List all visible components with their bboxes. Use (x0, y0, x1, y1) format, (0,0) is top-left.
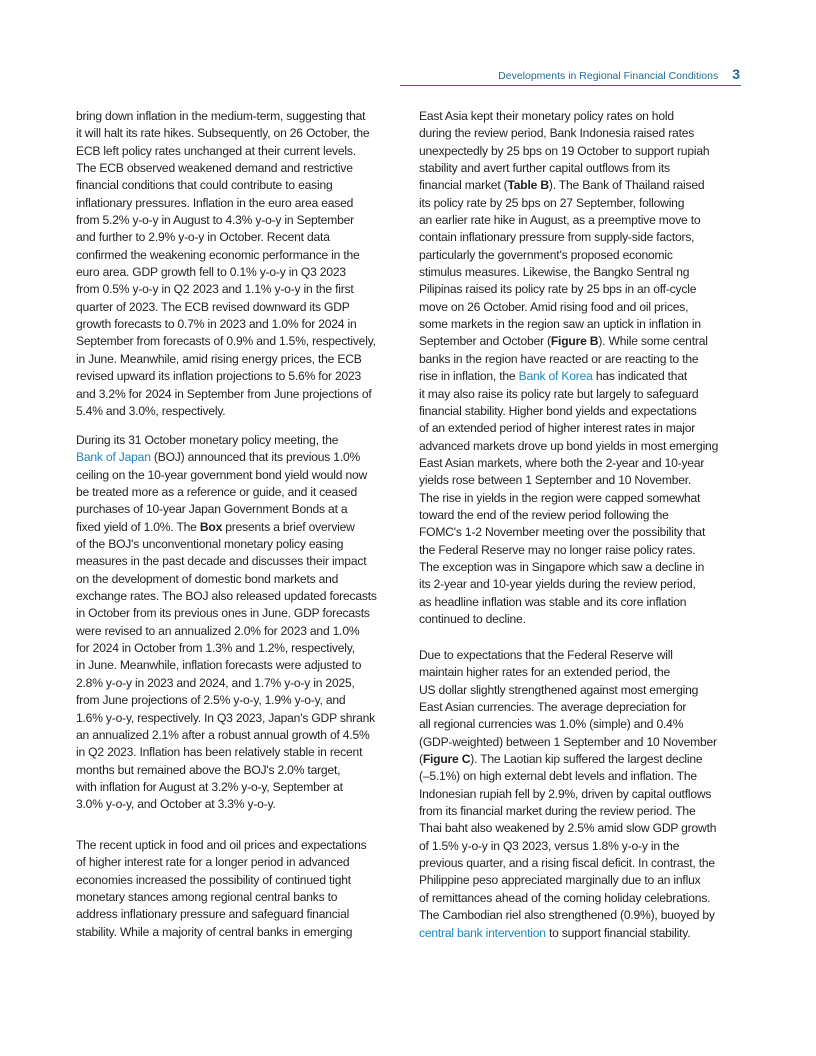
text-line (419, 838, 717, 855)
text-run: ). While some central (598, 334, 708, 349)
text-line (419, 438, 718, 455)
text-run: of higher interest rate for a longer period in advanced (76, 855, 350, 870)
text-run: Thai baht also weakened by 2.5% amid slow GDP growth (419, 821, 717, 836)
text-line (419, 734, 717, 751)
text-run: yields rose between 1 September and 10 November. (419, 473, 692, 488)
text-line (76, 605, 377, 622)
text-line (76, 854, 366, 871)
text-run: ). The Laotian kip suffered the largest decline (470, 752, 703, 767)
text-line (419, 490, 718, 507)
text-run: quarter of 2023. The ECB revised downward its GDP (76, 299, 350, 314)
text-line (419, 281, 718, 298)
text-run: it may also raise its policy rate but largely to safeguard (419, 386, 699, 401)
text-run: of an extended period of higher interest rates in major (419, 421, 696, 436)
text-run: September from forecasts of 0.9% and 1.5%, respectively, (76, 334, 376, 349)
text-line (419, 682, 717, 699)
text-run: (BOJ) announced that its previous 1.0% (150, 450, 361, 465)
text-line (76, 889, 366, 906)
text-run: move on 26 October. Amid rising food and oil prices, (419, 299, 689, 314)
text-line (76, 160, 376, 177)
text-line (419, 507, 718, 524)
text-line (76, 281, 376, 298)
text-line (419, 872, 717, 889)
text-line (419, 229, 718, 246)
text-run: from 5.2% y-o-y in August to 4.3% y-o-y in September (76, 213, 354, 228)
paragraph-regional-policy (419, 108, 718, 628)
text-line (76, 837, 366, 854)
text-run: as headline inflation was stable and its core inflation (419, 594, 687, 609)
text-line (76, 501, 377, 518)
text-line (419, 125, 718, 142)
text-line (76, 553, 377, 570)
text-line (76, 727, 377, 744)
text-run: Philippine peso appreciated marginally due to an influx (419, 873, 701, 888)
text-line (419, 768, 717, 785)
text-run: some markets in the region saw an uptick in inflation in (419, 317, 701, 332)
text-run: ECB left policy rates unchanged at their current levels. (76, 143, 356, 158)
text-run: growth forecasts to 0.7% in 2023 and 1.0% for 2024 in (76, 317, 357, 332)
text-run: in June. Meanwhile, inflation forecasts were adjusted to (76, 658, 362, 673)
hyperlink[interactable]: Bank of Japan (76, 450, 151, 465)
text-run: rise in inflation, the (419, 369, 519, 384)
text-line (419, 594, 718, 611)
text-line (419, 611, 718, 628)
text-run: (GDP-weighted) between 1 September and 10 November (419, 734, 717, 749)
text-run: measures in the past decade and discusses their impact (76, 554, 367, 569)
paragraph-boj (76, 432, 377, 814)
text-run: Indonesian rupiah fell by 2.9%, driven by capital outflows (419, 786, 712, 801)
text-line (76, 906, 366, 923)
text-line (76, 368, 376, 385)
text-run: East Asian currencies. The average depreciation for (419, 700, 687, 715)
text-run: exchange rates. The BOJ also released updated forecasts (76, 589, 377, 604)
text-line (76, 872, 366, 889)
text-run: revised upward its inflation projections to 5.6% for 2023 (76, 369, 362, 384)
text-run: to support financial stability. (545, 925, 691, 940)
text-line (76, 588, 377, 605)
text-run: in Q2 2023. Inflation has been relatively stable in recent (76, 745, 363, 760)
page-number: 3 (732, 66, 740, 82)
text-line (76, 125, 376, 142)
text-run: it will halt its rate hikes. Subsequently, on 26 October, the (76, 126, 370, 141)
text-line (419, 524, 718, 541)
text-run: ceiling on the 10-year government bond yield would now (76, 467, 368, 482)
text-run: maintain higher rates for an extended period, the (419, 665, 671, 680)
text-line (419, 820, 717, 837)
text-line (76, 108, 376, 125)
text-line (76, 143, 376, 160)
text-run: fixed yield of 1.0%. The (76, 519, 200, 534)
text-run: and further to 2.9% y-o-y in October. Recent data (76, 230, 330, 245)
text-run: ( (419, 752, 423, 767)
text-line (76, 536, 377, 553)
text-run: its policy rate by 25 bps on 27 September, following (419, 195, 685, 210)
text-run: the Federal Reserve may no longer raise policy rates. (419, 542, 696, 557)
text-run: Pilipinas raised its policy rate by 25 bps in an off-cycle (419, 282, 697, 297)
text-run: euro area. GDP growth fell to 0.1% y-o-y in Q3 2023 (76, 265, 346, 280)
bold-reference: Box (199, 519, 223, 534)
hyperlink[interactable]: central bank intervention (419, 925, 546, 940)
text-run: of the BOJ's unconventional monetary policy easing (76, 537, 344, 552)
text-run: financial stability. Higher bond yields and expectations (419, 403, 697, 418)
text-line (76, 623, 377, 640)
text-run: During its 31 October monetary policy meeting, the (76, 433, 339, 447)
text-line (76, 316, 376, 333)
text-run: and 3.2% for 2024 in September from June projections of (76, 386, 372, 401)
text-line (76, 449, 377, 466)
text-line (76, 333, 376, 350)
running-header (498, 66, 740, 82)
text-run: Due to expectations that the Federal Reserve will (419, 648, 673, 662)
text-run: banks in the region have reacted or are reacting to the (419, 351, 699, 366)
text-line (76, 432, 377, 449)
text-line (419, 751, 717, 768)
text-run: an earlier rate hike in August, as a preemptive move to (419, 213, 701, 228)
text-run: (–5.1%) on high external debt levels and inflation. The (419, 769, 697, 784)
text-line (419, 403, 718, 420)
text-line (76, 796, 377, 813)
text-line (419, 386, 718, 403)
text-run: ). The Bank of Thailand raised (548, 178, 705, 193)
text-run: months but remained above the BOJ's 2.0% target, (76, 762, 341, 777)
text-run: of 1.5% y-o-y in Q3 2023, versus 1.8% y-o-y in the (419, 838, 680, 853)
text-line (419, 455, 718, 472)
paragraph-ecb (76, 108, 376, 420)
paragraph-currencies (419, 647, 717, 942)
paragraph-regional-intro (76, 837, 366, 941)
text-line (419, 195, 718, 212)
text-line (419, 299, 718, 316)
text-line (76, 710, 377, 727)
text-line (76, 247, 376, 264)
text-line (76, 484, 377, 501)
text-line (76, 675, 377, 692)
text-line (419, 177, 718, 194)
text-line (419, 316, 718, 333)
text-run: from 0.5% y-o-y in Q2 2023 and 1.1% y-o-y in the first (76, 282, 354, 297)
text-run: US dollar slightly strengthened against most emerging (419, 682, 699, 697)
text-run: address inflationary pressure and safeguard financial (76, 907, 350, 922)
bold-reference: Table B (507, 178, 549, 193)
text-run: stimulus measures. Likewise, the Bangko Sentral ng (419, 265, 690, 280)
text-line (419, 264, 718, 281)
text-run: be treated more as a reference or guide, and it ceased (76, 485, 357, 500)
text-run: stability and avert further capital outflows from its (419, 161, 670, 176)
text-line (419, 925, 717, 942)
text-run: with inflation for August at 3.2% y-o-y, September at (76, 779, 343, 794)
text-line (419, 420, 718, 437)
text-line (76, 657, 377, 674)
text-run: inflationary pressures. Inflation in the euro area eased (76, 195, 354, 210)
text-line (76, 299, 376, 316)
text-run: previous quarter, and a rising fiscal deficit. In contrast, the (419, 856, 715, 871)
text-run: East Asia kept their monetary policy rates on hold (419, 109, 674, 123)
text-line (76, 519, 377, 536)
text-run: in June. Meanwhile, amid rising energy prices, the ECB (76, 351, 362, 366)
text-run: toward the end of the review period following the (419, 507, 669, 522)
text-run: particularly the government's proposed economic (419, 247, 673, 262)
text-line (76, 762, 377, 779)
text-line (76, 403, 376, 420)
text-line (419, 890, 717, 907)
text-line (76, 571, 377, 588)
text-run: 2.8% y-o-y in 2023 and 2024, and 1.7% y-o-y in 2025, (76, 675, 355, 690)
text-line (419, 907, 717, 924)
text-line (419, 803, 717, 820)
text-line (419, 855, 717, 872)
text-line (76, 212, 376, 229)
text-line (76, 467, 377, 484)
text-line (419, 699, 717, 716)
text-run: from its financial market during the review period. The (419, 804, 696, 819)
text-run: has indicated that (592, 369, 688, 384)
text-run: East Asian markets, where both the 2-year and 10-year (419, 455, 705, 470)
text-line (419, 368, 718, 385)
header-rule (400, 85, 741, 86)
text-line (76, 264, 376, 281)
text-line (419, 351, 718, 368)
text-line (419, 160, 718, 177)
text-run: financial conditions that could contribute to easing (76, 178, 333, 193)
text-run: The recent uptick in food and oil prices and expectations (76, 838, 367, 852)
text-line (419, 212, 718, 229)
text-line (76, 195, 376, 212)
text-run: in October from its previous ones in June. GDP forecasts (76, 606, 370, 621)
text-line (76, 229, 376, 246)
text-line (419, 472, 718, 489)
text-run: bring down inflation in the medium-term, suggesting that (76, 109, 366, 123)
text-run: of remittances ahead of the coming holiday celebrations. (419, 890, 711, 905)
text-line (419, 786, 717, 803)
text-run: unexpectedly by 25 bps on 19 October to support rupiah (419, 143, 710, 158)
text-line (419, 333, 718, 350)
text-run: financial market ( (419, 178, 508, 193)
text-line (76, 779, 377, 796)
text-run: The exception was in Singapore which saw a decline in (419, 559, 705, 574)
text-run: FOMC's 1-2 November meeting over the possibility that (419, 525, 706, 540)
text-line (76, 386, 376, 403)
text-line (76, 351, 376, 368)
text-run: 3.0% y-o-y, and October at 3.3% y-o-y. (76, 797, 276, 812)
text-run: for 2024 in October from 1.3% and 1.2%, respectively, (76, 641, 355, 656)
text-run: confirmed the weakening economic performance in the (76, 247, 360, 262)
text-line (419, 143, 718, 160)
text-run: September and October ( (419, 334, 551, 349)
hyperlink[interactable]: Bank of Korea (518, 369, 593, 384)
bold-reference: Figure B (550, 334, 599, 349)
text-line (419, 108, 718, 125)
text-line (76, 177, 376, 194)
text-line (419, 559, 718, 576)
text-run: were revised to an annualized 2.0% for 2023 and 1.0% (76, 623, 360, 638)
text-run: an annualized 2.1% after a robust annual growth of 4.5% (76, 727, 370, 742)
text-run: monetary stances among regional central banks to (76, 890, 338, 905)
text-run: 5.4% and 3.0%, respectively. (76, 403, 226, 418)
text-run: advanced markets drove up bond yields in most emerging (419, 438, 719, 453)
text-run: The Cambodian riel also strengthened (0.9%), buoyed by (419, 908, 715, 923)
text-line (419, 664, 717, 681)
bold-reference: Figure C (422, 752, 471, 767)
text-run: its 2-year and 10-year yields during the review period, (419, 577, 696, 592)
text-line (76, 744, 377, 761)
text-run: during the review period, Bank Indonesia raised rates (419, 126, 695, 141)
text-line (419, 542, 718, 559)
text-line (76, 692, 377, 709)
text-run: from June projections of 2.5% y-o-y, 1.9% y-o-y, and (76, 693, 346, 708)
text-line (419, 247, 718, 264)
text-run: 1.6% y-o-y, respectively. In Q3 2023, Japan's GDP shrank (76, 710, 375, 725)
text-line (419, 576, 718, 593)
text-run: economies increased the possibility of continued tight (76, 872, 351, 887)
text-line (76, 640, 377, 657)
text-line (419, 647, 717, 664)
text-run: The ECB observed weakened demand and restrictive (76, 161, 353, 176)
text-line (76, 924, 366, 941)
text-run: all regional currencies was 1.0% (simple) and 0.4% (419, 717, 684, 732)
text-run: The rise in yields in the region were capped somewhat (419, 490, 701, 505)
text-run: purchases of 10-year Japan Government Bonds at a (76, 502, 348, 517)
text-line (419, 716, 717, 733)
text-run: on the development of domestic bond markets and (76, 571, 339, 586)
text-run: presents a brief overview (222, 519, 355, 534)
text-run: stability. While a majority of central banks in emerging (76, 924, 353, 939)
section-title: Developments in Regional Financial Conditions (498, 70, 719, 82)
text-run: continued to decline. (419, 611, 526, 626)
text-run: contain inflationary pressure from supply-side factors, (419, 230, 695, 245)
